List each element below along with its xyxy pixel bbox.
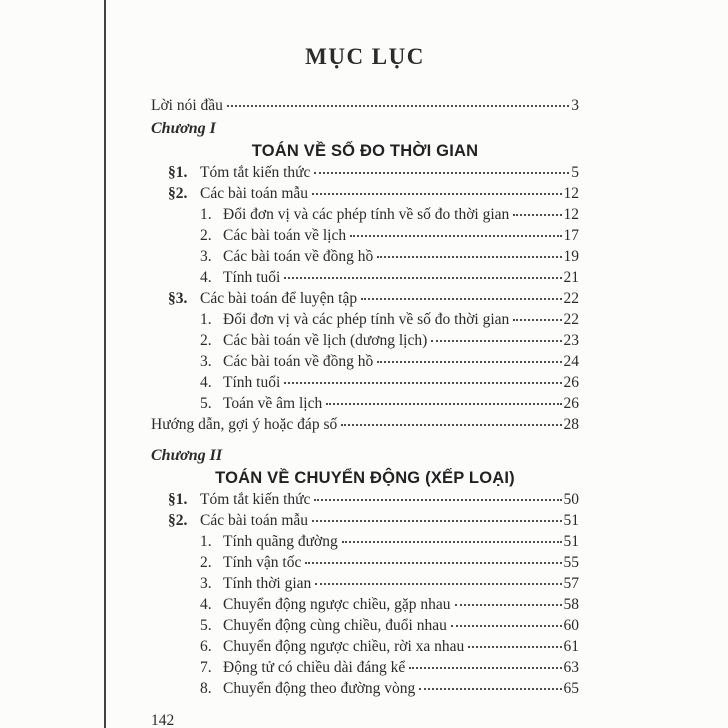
toc-entry-prefix: 7.: [200, 659, 212, 676]
dot-leader: [326, 403, 561, 405]
toc-entry-prefix: 3.: [200, 353, 212, 370]
toc-entry-page: 22: [563, 311, 579, 328]
dot-leader: [350, 235, 561, 237]
dot-leader: [431, 340, 561, 342]
toc-entry: [151, 330, 579, 351]
dot-leader: [455, 604, 562, 606]
toc-entry: [151, 351, 579, 372]
toc-entry-label: Các bài toán về lịch (dương lịch): [223, 332, 428, 349]
toc-entry-page: 12: [563, 185, 579, 202]
toc-entry-prefix: 1.: [200, 206, 212, 223]
dot-leader: [284, 382, 561, 384]
dot-leader: [312, 520, 561, 522]
toc-entry: [151, 657, 579, 678]
chapter-label: Chương I: [151, 120, 216, 137]
toc-entry-prefix: 3.: [200, 248, 212, 265]
toc-entry-page: 65: [563, 680, 579, 697]
toc-entry-page: 26: [563, 374, 579, 391]
toc-entry-page: 21: [563, 269, 579, 286]
dot-leader: [377, 256, 561, 258]
dot-leader: [314, 499, 561, 501]
dot-leader: [377, 361, 561, 363]
toc-entry-page: 28: [563, 416, 579, 433]
toc-entry: [151, 636, 579, 657]
dot-leader: [284, 277, 561, 279]
toc-entry: [151, 414, 579, 435]
toc-entry-page: 19: [563, 248, 579, 265]
toc-entry-prefix: 4.: [200, 374, 212, 391]
toc-entry-prefix: 6.: [200, 638, 212, 655]
dot-leader: [361, 298, 561, 300]
toc-entry-page: 5: [571, 164, 579, 181]
toc-entry: [151, 95, 579, 116]
toc-entry-label: Chuyển động cùng chiều, đuổi nhau: [223, 617, 447, 634]
page-number: 142: [151, 712, 175, 728]
toc-entry-label: Động tử có chiều dài đáng kể: [223, 659, 406, 676]
toc-entry: [151, 678, 579, 699]
page-title: MỤC LỤC: [305, 44, 425, 69]
toc-entry-page: 50: [563, 491, 579, 508]
toc-entry-label: Các bài toán mẫu: [200, 512, 309, 529]
toc-entry-label: Chuyển động ngược chiều, rời xa nhau: [223, 638, 465, 655]
toc-entry-prefix: 2.: [200, 332, 212, 349]
toc-entry-prefix: 2.: [200, 227, 212, 244]
chapter-block: [151, 445, 579, 489]
toc-entry: [151, 162, 579, 183]
dot-leader: [513, 319, 561, 321]
dot-leader: [419, 688, 561, 690]
chapter-heading: TOÁN VỀ CHUYỂN ĐỘNG (XẾP LOẠI): [215, 469, 515, 487]
toc-entry-page: 51: [563, 512, 579, 529]
toc-entry-prefix: §1.: [168, 491, 188, 508]
toc-entry-page: 3: [571, 97, 579, 114]
toc-entry-prefix: 1.: [200, 533, 212, 550]
toc-entry-label: Các bài toán về đồng hồ: [223, 248, 374, 265]
toc-entry: [151, 489, 579, 510]
chapter-heading: TOÁN VỀ SỐ ĐO THỜI GIAN: [251, 142, 479, 160]
toc-entry: [151, 225, 579, 246]
page-content: [151, 0, 579, 728]
toc-entry-page: 60: [563, 617, 579, 634]
toc-entry-prefix: 5.: [200, 617, 212, 634]
toc-entry-label: Các bài toán về lịch: [223, 227, 347, 244]
toc-entry: [151, 531, 579, 552]
dot-leader: [513, 214, 561, 216]
toc-entry: [151, 183, 579, 204]
dot-leader: [451, 625, 562, 627]
toc-entry-label: Lời nói đầu: [151, 97, 223, 114]
toc-entry-label: Tính quãng đường: [223, 533, 338, 550]
toc-entry-page: 26: [563, 395, 579, 412]
chapter-block: [151, 118, 579, 162]
page-edge-line: [104, 0, 106, 728]
toc-entry-label: Đổi đơn vị và các phép tính về số đo thời gian: [223, 311, 510, 328]
toc-entry-label: Tính thời gian: [223, 575, 312, 592]
toc-entry-prefix: 4.: [200, 269, 212, 286]
dot-leader: [227, 105, 569, 107]
dot-leader: [314, 172, 569, 174]
toc-entry-label: Các bài toán mẫu: [200, 185, 309, 202]
toc-entry-label: Tóm tắt kiến thức: [200, 491, 311, 508]
toc-entry-prefix: 5.: [200, 395, 212, 412]
toc-entry-label: Các bài toán về đồng hồ: [223, 353, 374, 370]
toc-entry-label: Hướng dẫn, gợi ý hoặc đáp số: [151, 416, 338, 433]
dot-leader: [342, 541, 562, 543]
toc-entry-page: 12: [563, 206, 579, 223]
toc-entry-label: Toán về âm lịch: [223, 395, 323, 412]
toc-entry-prefix: §2.: [168, 512, 188, 529]
toc-entry: [151, 393, 579, 414]
toc-entry-page: 22: [563, 290, 579, 307]
dot-leader: [341, 424, 561, 426]
toc-entry: [151, 573, 579, 594]
toc-entry-label: Tính tuổi: [223, 374, 281, 391]
toc-entry-label: Chuyển động ngược chiều, gặp nhau: [223, 596, 451, 613]
toc-entry-page: 23: [563, 332, 579, 349]
toc-entry-page: 63: [563, 659, 579, 676]
chapter-label: Chương II: [151, 447, 223, 464]
toc-entry-label: Tính tuổi: [223, 269, 281, 286]
dot-leader: [312, 193, 561, 195]
toc-entry: [151, 246, 579, 267]
toc-entry: [151, 552, 579, 573]
dot-leader: [468, 646, 561, 648]
toc-entry-page: 58: [563, 596, 579, 613]
toc-list: [151, 95, 579, 699]
dot-leader: [305, 562, 561, 564]
dot-leader: [409, 667, 561, 669]
dot-leader: [315, 583, 561, 585]
toc-entry-page: 24: [563, 353, 579, 370]
toc-entry-prefix: 2.: [200, 554, 212, 571]
toc-entry: [151, 204, 579, 225]
toc-entry-prefix: 3.: [200, 575, 212, 592]
toc-entry: [151, 288, 579, 309]
toc-entry-prefix: §3.: [168, 290, 188, 307]
toc-entry-page: 57: [563, 575, 579, 592]
toc-entry-label: Tóm tắt kiến thức: [200, 164, 311, 181]
toc-entry: [151, 510, 579, 531]
toc-entry-label: Tính vận tốc: [223, 554, 302, 571]
toc-entry: [151, 372, 579, 393]
toc-entry-page: 61: [563, 638, 579, 655]
toc-entry: [151, 615, 579, 636]
toc-entry-label: Chuyển động theo đường vòng: [223, 680, 416, 697]
toc-entry: [151, 594, 579, 615]
toc-entry-page: 55: [563, 554, 579, 571]
toc-entry-page: 17: [563, 227, 579, 244]
toc-entry-prefix: 8.: [200, 680, 212, 697]
toc-entry-prefix: 1.: [200, 311, 212, 328]
toc-entry-prefix: 4.: [200, 596, 212, 613]
toc-entry-label: Đổi đơn vị và các phép tính về số đo thời gian: [223, 206, 510, 223]
toc-entry-page: 51: [563, 533, 579, 550]
toc-entry-prefix: §1.: [168, 164, 188, 181]
toc-entry-prefix: §2.: [168, 185, 188, 202]
toc-entry: [151, 309, 579, 330]
toc-entry: [151, 267, 579, 288]
toc-entry-label: Các bài toán để luyện tập: [200, 290, 358, 307]
